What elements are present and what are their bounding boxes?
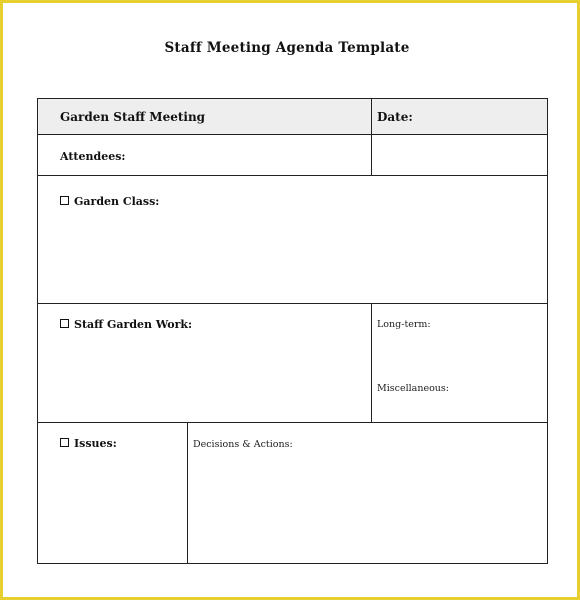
row-divider-staff-work — [38, 422, 547, 423]
issues-checkbox[interactable] — [60, 438, 69, 447]
staff-garden-work-item — [60, 318, 192, 331]
row-divider-garden-class — [38, 303, 547, 304]
long-term-label: Long-term: — [377, 319, 431, 330]
staff-garden-work-label: Staff Garden Work: — [74, 318, 193, 331]
row-divider-attendees — [38, 175, 547, 176]
decisions-actions-label: Decisions & Actions: — [193, 439, 293, 450]
staff-garden-work-checkbox[interactable] — [60, 319, 69, 328]
col-divider-long-term — [371, 303, 372, 423]
document-title: Staff Meeting Agenda Template — [164, 40, 410, 56]
attendees-label: Attendees: — [60, 150, 126, 163]
garden-class-checkbox[interactable] — [60, 196, 69, 205]
issues-item — [60, 437, 117, 450]
agenda-table — [37, 98, 548, 564]
miscellaneous-label: Miscellaneous: — [377, 383, 449, 394]
date-label: Date: — [377, 110, 413, 124]
garden-class-label: Garden Class: — [74, 195, 160, 208]
meeting-name: Garden Staff Meeting — [60, 110, 206, 124]
issues-label: Issues: — [74, 437, 117, 450]
garden-class-item — [60, 195, 159, 208]
col-divider-decisions — [187, 422, 188, 563]
date-value-field[interactable] — [372, 135, 547, 175]
